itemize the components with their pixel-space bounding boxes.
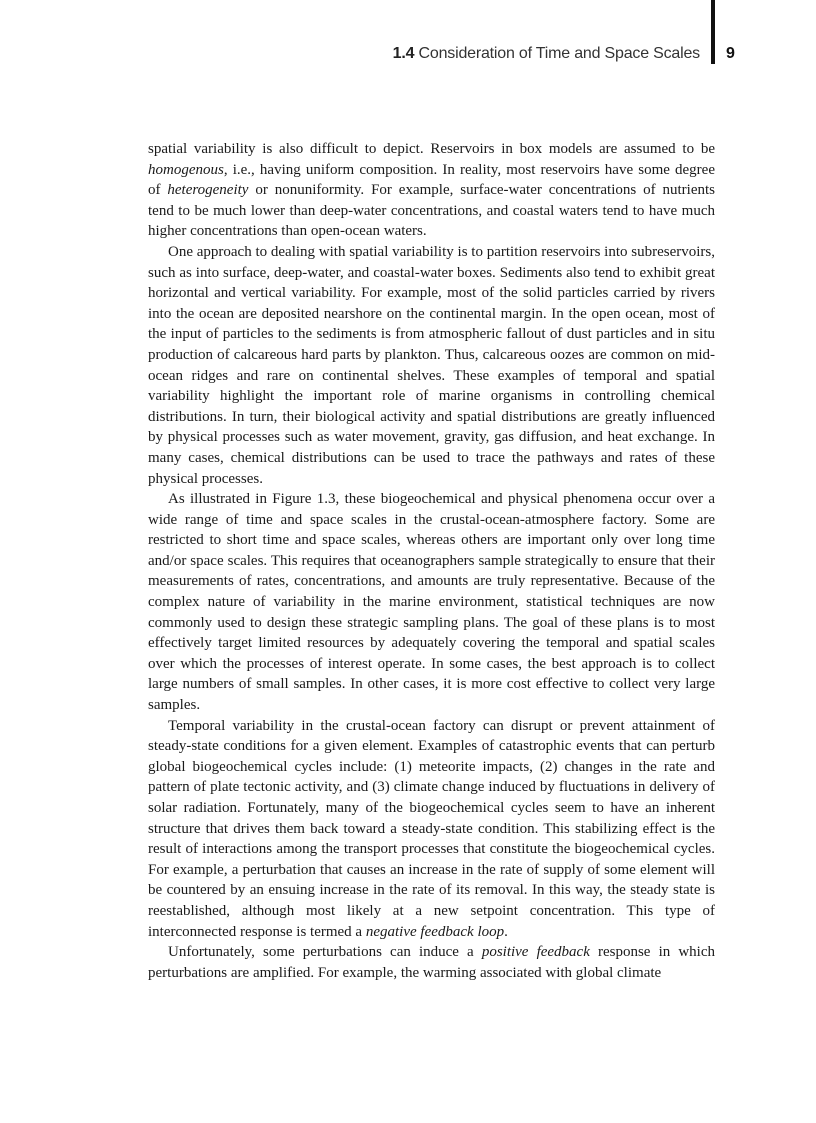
text-run: or nonuniformity. For example, surface-water concentrations of nutrients tend to be much lower than deep-water concentrations, and coastal waters tend to have much higher concentrations than open-ocean waters.: [148, 182, 715, 240]
text-run: One approach to dealing with spatial variability is to partition reservoirs into subreservoirs, such as into surface, deep-water, and coastal-water boxes. Sediments also tend to exhibit great horizontal and vertical variability. For example, most of the solid particles carried by rivers into the ocean are deposited nearshore on the continental margin. In the open ocean, most of the input of particles to the sediments is from atmospheric fallout of dust particles and in situ production of calcareous hard parts by plankton. Thus, calcareous oozes are common on mid-ocean ridges and rare on continental shelves. These examples of temporal and spatial variability highlight the important role of marine organisms in controlling chemical distributions. In turn, their biological activity and spatial distributions are greatly influenced by physical processes such as water movement, gravity, gas diffusion, and heat exchange. In many cases, chemical distributions can be used to trace the pathways and rates of these physical processes.: [148, 243, 715, 487]
paragraph: [148, 716, 715, 943]
text-run: As illustrated in Figure 1.3, these biogeochemical and physical phenomena occur over a wide range of time and space scales in the crustal-ocean-atmosphere factory. Some are restricted to short time and space scales, whereas others are important only over long time and/or space scales. This requires that oceanographers sample strategically to ensure that their measurements of rates, concentrations, and amounts are truly representative. Because of the complex nature of variability in the marine environment, statistical techniques are now commonly used to design these strategic sampling plans. The goal of these plans is to most effectively target limited resources by adequately covering the temporal and spatial scales over which the processes of interest operate. In some cases, the best approach is to collect large numbers of small samples. In other cases, it is more cost effective to collect very large samples.: [148, 491, 715, 714]
text-run: Unfortunately, some perturbations can induce a: [168, 944, 482, 961]
body-text: [148, 139, 715, 983]
paragraph: [148, 489, 715, 716]
text-run: .: [504, 923, 508, 940]
text-run: Temporal variability in the crustal-ocean factory can disrupt or prevent attainment of steady-state conditions for a given element. Examples of catastrophic events that can perturb global biogeochemical cycles include: (1) meteorite impacts, (2) changes in the rate and pattern of plate tectonic activity, and (3) climate change induced by fluctuations in delivery of solar radiation. Fortunately, many of the biogeochemical cycles seem to have an inherent structure that drives them back toward a steady-state condition. This stabilizing effect is the result of interactions among the transport processes that constitute the biogeochemical cycles. For example, a perturbation that causes an increase in the rate of supply of some element will be countered by an ensuing increase in the rate of its removal. In this way, the steady state is reestablished, although most likely at a new setpoint concentration. This type of interconnected response is termed a: [148, 717, 715, 940]
section-title: Consideration of Time and Space Scales: [418, 45, 700, 62]
header-rule: [711, 0, 715, 64]
running-head: [393, 45, 700, 63]
emphasized-term: positive feedback: [481, 944, 590, 961]
text-run: response in which perturbations are amplified. For example, the warming associated with global climate: [148, 944, 715, 981]
section-number: 1.4: [392, 45, 415, 62]
text-run: spatial variability is also difficult to depict. Reservoirs in box models are assumed to be: [148, 141, 715, 157]
paragraph: [148, 242, 715, 489]
emphasized-term: homogenous: [148, 161, 224, 178]
paragraph: [148, 139, 715, 242]
text-run: , i.e., having uniform composition. In reality, most reservoirs have some degree of: [148, 161, 715, 199]
paragraph: [148, 942, 715, 983]
page-number: 9: [726, 45, 735, 62]
emphasized-term: heterogeneity: [167, 182, 249, 199]
emphasized-term: negative feedback loop: [365, 923, 505, 940]
